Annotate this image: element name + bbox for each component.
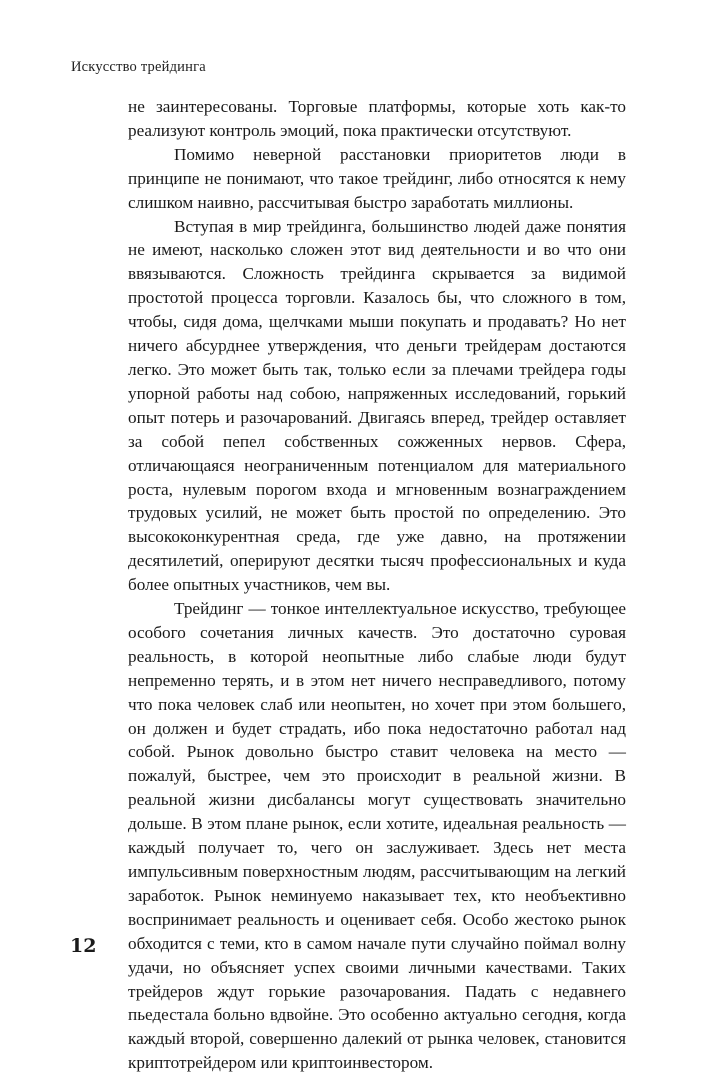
paragraph: Вступая в мир трейдинга, большинство людей даже понятия не имеют, насколько сложен этот вид деятельности и во что они ввязываются. Сложность трейдинга скрывается за видимой простотой процесса торговли. Казалось бы, что сложного в том, чтобы, сидя дома, щелчками мыши покупать и продавать? Но нет ничего абсурднее утверждения, что деньги трейдерам достаются легко. Это может быть так, только если за плечами трейдера годы упорной работы над собою, напряженных исследований, горький опыт потерь и разочарований. Двигаясь вперед, трейдер оставляет за собой пепел собственных сожженных нервов. Сфера, отличающаяся неограниченным потенциалом для материального роста, нулевым порогом входа и мгновенным вознаграждением трудовых усилий, не может быть простой по определению. Это высококонкурентная среда, где уже давно, на протяжении десятилетий, оперируют десятки тысяч профессиональных и куда более опытных участников, чем вы. bbox=[128, 216, 626, 595]
body-text bbox=[128, 95, 626, 1075]
running-header: Искусство трейдинга bbox=[71, 59, 206, 75]
page-number: 12 bbox=[70, 935, 97, 957]
paragraph: Помимо неверной расстановки приоритетов люди в принципе не понимают, что такое трейдинг, либо относятся к нему слишком наивно, рассчитывая быстро заработать миллионы. bbox=[128, 144, 626, 212]
paragraph: Трейдинг — тонкое интеллектуальное искусство, требующее особого сочетания личных качеств. Это достаточно суровая реальность, в которой неопытные либо слабые люди будут непременно терять, и в этом нет ничего несправедливого, потому что пока человек слаб или неопытен, но хочет при этом большего, он должен и будет страдать, ибо пока недостаточно работал над собой. Рынок довольно быстро ставит человека на место — пожалуй, быстрее, чем это происходит в реальной жизни. В реальной жизни дисбалансы могут существовать значительно дольше. В этом плане рынок, если хотите, идеальная реальность — каждый получает то, чего он заслуживает. Здесь нет места импульсивным поверхностным людям, рассчитывающим на легкий заработок. Рынок неминуемо наказывает тех, кто необъективно воспринимает реальность и оценивает себя. Особо жестоко рынок обходится с теми, кто в самом начале пути случайно поймал волну удачи, но объясняет успех своими личными качествами. Таких трейдеров ждут горькие разочарования. Падать с недавнего пьедестала больно вдвойне. Это особенно актуально сегодня, когда каждый второй, совершенно далекий от рынка человек, становится криптотрейдером или криптоинвестором. bbox=[128, 599, 626, 1073]
paragraph-continued: не заинтересованы. Торговые платформы, которые хоть как-то реализуют контроль эмоций, пока практически отсутствуют. bbox=[128, 97, 626, 140]
